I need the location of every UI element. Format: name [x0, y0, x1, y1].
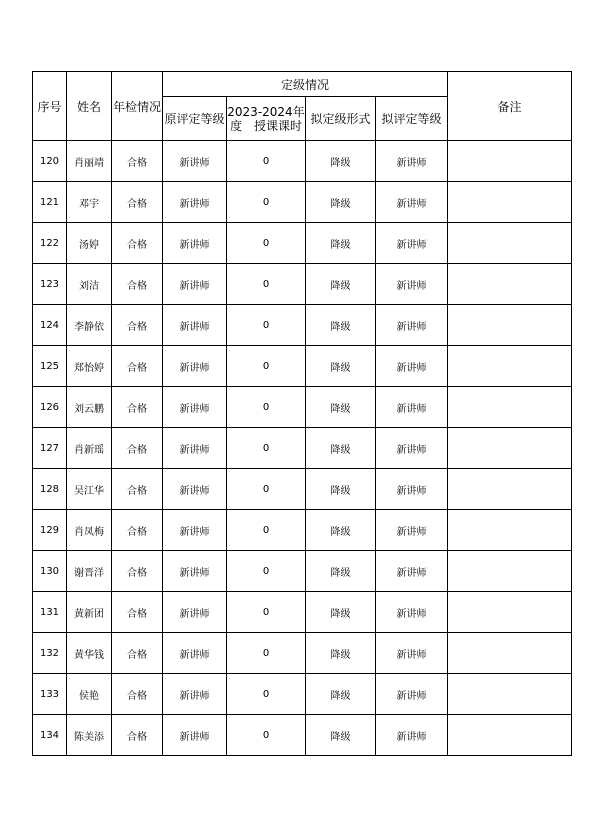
header-rating-group: 定级情况 — [163, 72, 448, 97]
cell-proposed-grade: 新讲师 — [376, 469, 448, 510]
cell-name: 肖丽靖 — [67, 141, 112, 182]
table-row — [33, 223, 572, 264]
cell-remarks — [448, 182, 572, 223]
cell-name: 刘洁 — [67, 264, 112, 305]
cell-name: 黄新团 — [67, 592, 112, 633]
cell-teaching-hours: 0 — [227, 428, 306, 469]
table-row — [33, 469, 572, 510]
cell-annual-check: 合格 — [112, 469, 163, 510]
cell-original-grade: 新讲师 — [163, 469, 227, 510]
cell-seq: 127 — [33, 428, 67, 469]
cell-annual-check: 合格 — [112, 264, 163, 305]
cell-rating-form: 降级 — [306, 141, 376, 182]
cell-name: 肖新瑶 — [67, 428, 112, 469]
cell-seq: 120 — [33, 141, 67, 182]
cell-seq: 133 — [33, 674, 67, 715]
cell-remarks — [448, 141, 572, 182]
cell-proposed-grade: 新讲师 — [376, 223, 448, 264]
table-row — [33, 674, 572, 715]
table-row — [33, 305, 572, 346]
cell-original-grade: 新讲师 — [163, 223, 227, 264]
header-row-1 — [33, 72, 572, 97]
header-annual-check: 年检情况 — [112, 72, 163, 141]
cell-original-grade: 新讲师 — [163, 305, 227, 346]
table-row — [33, 264, 572, 305]
cell-teaching-hours: 0 — [227, 551, 306, 592]
cell-rating-form: 降级 — [306, 223, 376, 264]
cell-name: 谢晋洋 — [67, 551, 112, 592]
cell-seq: 122 — [33, 223, 67, 264]
header-rating-form: 拟定级形式 — [306, 97, 376, 141]
cell-original-grade: 新讲师 — [163, 510, 227, 551]
cell-rating-form: 降级 — [306, 469, 376, 510]
cell-teaching-hours: 0 — [227, 592, 306, 633]
header-name: 姓名 — [67, 72, 112, 141]
cell-proposed-grade: 新讲师 — [376, 633, 448, 674]
cell-annual-check: 合格 — [112, 715, 163, 756]
lecturer-rating-table — [32, 71, 572, 756]
header-hours-line1: 2023-2024年 — [227, 104, 305, 119]
cell-name: 肖凤梅 — [67, 510, 112, 551]
cell-seq: 132 — [33, 633, 67, 674]
cell-teaching-hours: 0 — [227, 141, 306, 182]
table-row — [33, 551, 572, 592]
cell-name: 李静依 — [67, 305, 112, 346]
cell-remarks — [448, 346, 572, 387]
cell-seq: 125 — [33, 346, 67, 387]
cell-proposed-grade: 新讲师 — [376, 510, 448, 551]
cell-annual-check: 合格 — [112, 387, 163, 428]
cell-name: 侯艳 — [67, 674, 112, 715]
cell-rating-form: 降级 — [306, 715, 376, 756]
cell-rating-form: 降级 — [306, 305, 376, 346]
cell-teaching-hours: 0 — [227, 305, 306, 346]
cell-seq: 124 — [33, 305, 67, 346]
cell-remarks — [448, 551, 572, 592]
table-row — [33, 387, 572, 428]
cell-rating-form: 降级 — [306, 510, 376, 551]
cell-original-grade: 新讲师 — [163, 182, 227, 223]
table-row — [33, 346, 572, 387]
cell-remarks — [448, 633, 572, 674]
cell-original-grade: 新讲师 — [163, 674, 227, 715]
cell-proposed-grade: 新讲师 — [376, 592, 448, 633]
cell-seq: 130 — [33, 551, 67, 592]
table-row — [33, 633, 572, 674]
cell-annual-check: 合格 — [112, 592, 163, 633]
cell-seq: 123 — [33, 264, 67, 305]
cell-original-grade: 新讲师 — [163, 387, 227, 428]
cell-annual-check: 合格 — [112, 346, 163, 387]
cell-annual-check: 合格 — [112, 223, 163, 264]
cell-name: 陈美添 — [67, 715, 112, 756]
cell-annual-check: 合格 — [112, 182, 163, 223]
table-row — [33, 428, 572, 469]
cell-rating-form: 降级 — [306, 428, 376, 469]
cell-annual-check: 合格 — [112, 633, 163, 674]
cell-remarks — [448, 264, 572, 305]
header-teaching-hours — [227, 97, 306, 141]
cell-proposed-grade: 新讲师 — [376, 305, 448, 346]
cell-original-grade: 新讲师 — [163, 592, 227, 633]
cell-proposed-grade: 新讲师 — [376, 674, 448, 715]
cell-original-grade: 新讲师 — [163, 346, 227, 387]
cell-seq: 129 — [33, 510, 67, 551]
header-remarks: 备注 — [448, 72, 572, 141]
header-hours-line2: 度 授课课时 — [229, 118, 302, 133]
cell-rating-form: 降级 — [306, 551, 376, 592]
cell-remarks — [448, 510, 572, 551]
cell-original-grade: 新讲师 — [163, 141, 227, 182]
table-row — [33, 715, 572, 756]
cell-remarks — [448, 715, 572, 756]
cell-annual-check: 合格 — [112, 305, 163, 346]
cell-proposed-grade: 新讲师 — [376, 387, 448, 428]
cell-proposed-grade: 新讲师 — [376, 428, 448, 469]
cell-name: 邓宇 — [67, 182, 112, 223]
cell-remarks — [448, 428, 572, 469]
cell-rating-form: 降级 — [306, 182, 376, 223]
cell-teaching-hours: 0 — [227, 264, 306, 305]
cell-original-grade: 新讲师 — [163, 715, 227, 756]
cell-seq: 121 — [33, 182, 67, 223]
cell-name: 吴江华 — [67, 469, 112, 510]
cell-annual-check: 合格 — [112, 141, 163, 182]
cell-name: 黄华钱 — [67, 633, 112, 674]
cell-original-grade: 新讲师 — [163, 551, 227, 592]
cell-name: 刘云鹏 — [67, 387, 112, 428]
cell-proposed-grade: 新讲师 — [376, 141, 448, 182]
cell-remarks — [448, 469, 572, 510]
cell-original-grade: 新讲师 — [163, 264, 227, 305]
cell-proposed-grade: 新讲师 — [376, 346, 448, 387]
cell-rating-form: 降级 — [306, 674, 376, 715]
cell-rating-form: 降级 — [306, 264, 376, 305]
cell-name: 汤婷 — [67, 223, 112, 264]
cell-teaching-hours: 0 — [227, 715, 306, 756]
cell-remarks — [448, 387, 572, 428]
cell-teaching-hours: 0 — [227, 633, 306, 674]
cell-rating-form: 降级 — [306, 346, 376, 387]
cell-proposed-grade: 新讲师 — [376, 551, 448, 592]
cell-teaching-hours: 0 — [227, 387, 306, 428]
table-row — [33, 592, 572, 633]
cell-original-grade: 新讲师 — [163, 633, 227, 674]
cell-remarks — [448, 305, 572, 346]
cell-rating-form: 降级 — [306, 592, 376, 633]
table-row — [33, 182, 572, 223]
cell-teaching-hours: 0 — [227, 346, 306, 387]
table-row — [33, 141, 572, 182]
cell-proposed-grade: 新讲师 — [376, 715, 448, 756]
header-seq: 序号 — [33, 72, 67, 141]
cell-name: 郑怡婷 — [67, 346, 112, 387]
cell-teaching-hours: 0 — [227, 469, 306, 510]
cell-proposed-grade: 新讲师 — [376, 264, 448, 305]
cell-seq: 126 — [33, 387, 67, 428]
cell-teaching-hours: 0 — [227, 674, 306, 715]
cell-teaching-hours: 0 — [227, 223, 306, 264]
cell-rating-form: 降级 — [306, 387, 376, 428]
cell-seq: 131 — [33, 592, 67, 633]
header-original-grade: 原评定等级 — [163, 97, 227, 141]
cell-remarks — [448, 674, 572, 715]
table-row — [33, 510, 572, 551]
cell-annual-check: 合格 — [112, 551, 163, 592]
cell-annual-check: 合格 — [112, 510, 163, 551]
cell-original-grade: 新讲师 — [163, 428, 227, 469]
cell-teaching-hours: 0 — [227, 510, 306, 551]
cell-seq: 134 — [33, 715, 67, 756]
cell-annual-check: 合格 — [112, 674, 163, 715]
cell-remarks — [448, 592, 572, 633]
cell-proposed-grade: 新讲师 — [376, 182, 448, 223]
cell-annual-check: 合格 — [112, 428, 163, 469]
header-proposed-grade: 拟评定等级 — [376, 97, 448, 141]
cell-teaching-hours: 0 — [227, 182, 306, 223]
cell-seq: 128 — [33, 469, 67, 510]
cell-rating-form: 降级 — [306, 633, 376, 674]
cell-remarks — [448, 223, 572, 264]
